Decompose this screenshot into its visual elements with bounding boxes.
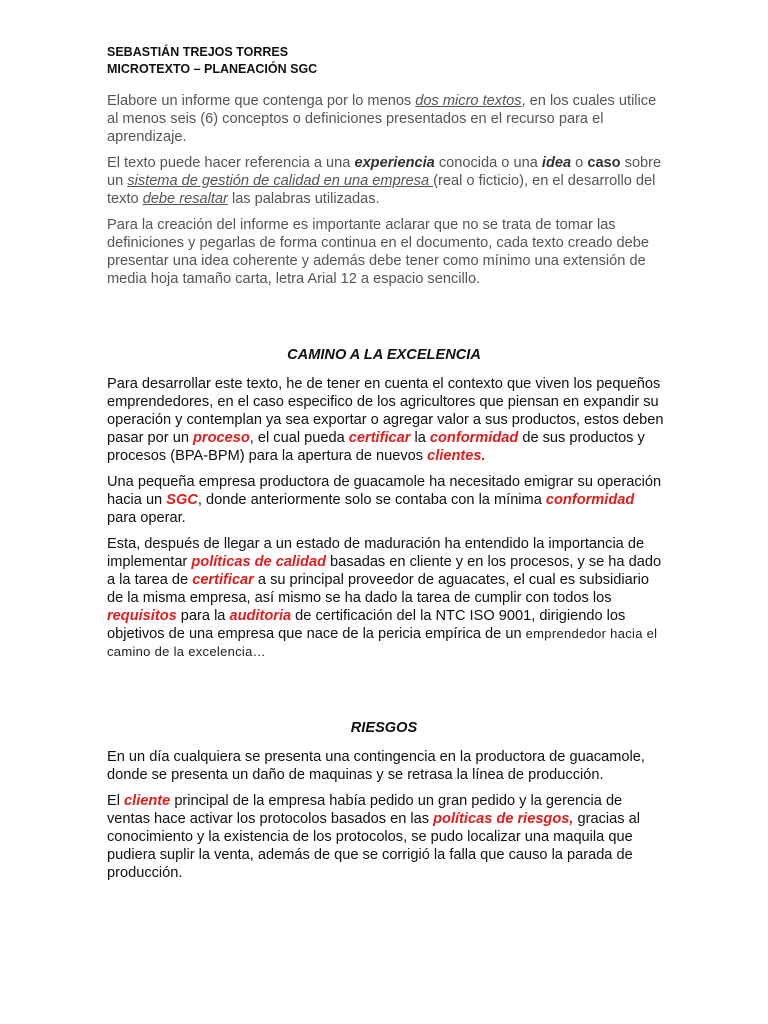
highlight-term: caso xyxy=(587,155,621,171)
underlined-term: dos micro textos xyxy=(415,93,522,109)
document-header xyxy=(107,44,317,78)
intro-instructions xyxy=(107,92,667,288)
section-camino-body xyxy=(107,375,667,661)
key-concept: cliente xyxy=(124,793,171,809)
key-concept: políticas de riesgos, xyxy=(433,811,574,827)
camino-paragraph-1: Para desarrollar este texto, he de tener en cuenta el contexto que viven los pequeños emprendedores, en el caso especifico de los agricultores que piensan en expandir su operación y contemplan ya sea exportar o agregar valor a sus productos, estos deben pasar por un proceso, el cual pueda certificar la conformidad de sus productos y procesos (BPA-BPM) para la apertura de nuevos clientes. xyxy=(107,376,664,464)
underlined-term: debe resaltar xyxy=(142,191,228,207)
author-name: SEBASTIÁN TREJOS TORRES xyxy=(107,45,289,59)
section-title-riesgos: RIESGOS xyxy=(350,720,418,736)
section-title-camino: CAMINO A LA EXCELENCIA xyxy=(287,347,481,363)
key-concept: certificar xyxy=(192,572,254,588)
highlight-term: idea xyxy=(541,155,572,171)
intro-paragraph-1: Elabore un informe que contenga por lo menos dos micro textos, en los cuales utilice al menos seis (6) conceptos o definiciones presentados en el recurso para el aprendizaje. xyxy=(107,93,657,145)
camino-paragraph-3: Esta, después de llegar a un estado de maduración ha entendido la importancia de implementar políticas de calidad basadas en cliente y en los procesos, y se ha dado a la tarea de certificar a su principal proveedor de aguacates, el cual es subsidiario de la misma empresa, así mismo se ha dado la tarea de cumplir con todos los requisitos para la auditoria de certificación del la NTC ISO 9001, dirigiendo los objetivos de una empresa que nace de la pericia empírica de un emprendedor hacia el camino de la excelencia… xyxy=(107,536,662,659)
riesgos-paragraph-1: En un día cualquiera se presenta una contingencia en la productora de guacamole, donde se presenta un daño de maquinas y se retrasa la línea de producción. xyxy=(107,749,645,783)
key-concept: auditoria xyxy=(229,608,292,624)
key-concept: conformidad xyxy=(545,492,635,508)
section-riesgos-body xyxy=(107,748,667,882)
key-concept: clientes. xyxy=(427,448,486,464)
key-concept: conformidad xyxy=(429,430,519,446)
document-subtitle: MICROTEXTO – PLANEACIÓN SGC xyxy=(107,62,318,76)
camino-paragraph-2: Una pequeña empresa productora de guacamole ha necesitado emigrar su operación hacia un SGC, donde anteriormente solo se contaba con la mínima conformidad para operar. xyxy=(107,474,662,526)
key-concept: requisitos xyxy=(107,608,177,624)
key-concept: SGC xyxy=(166,492,198,508)
intro-paragraph-3: Para la creación del informe es importante aclarar que no se trata de tomar las definiciones y pegarlas de forma continua en el documento, cada texto creado debe presentar una idea coherente y además debe tener como mínimo una extensión de media hoja tamaño carta, letra Arial 12 a espacio sencillo. xyxy=(107,217,649,287)
intro-paragraph-2: El texto puede hacer referencia a una experiencia conocida o una idea o caso sobre un sistema de gestión de calidad en una empresa (real o ficticio), en el desarrollo del texto debe resaltar las palabras utilizadas. xyxy=(107,155,662,207)
key-concept: certificar xyxy=(348,430,411,446)
highlight-term: experiencia xyxy=(354,155,435,171)
underlined-term: sistema de gestión de calidad en una empresa xyxy=(127,173,434,189)
key-concept: proceso xyxy=(193,430,250,446)
riesgos-paragraph-2: El cliente principal de la empresa había pedido un gran pedido y la gerencia de ventas hace activar los protocolos basados en las políticas de riesgos, gracias al conocimiento y la existencia de los protocolos, se pudo localizar una maquila que pudiera suplir la venta, además de que se corrigió la falla que causo la parada de producción. xyxy=(107,793,640,881)
key-concept: políticas de calidad xyxy=(191,554,326,570)
